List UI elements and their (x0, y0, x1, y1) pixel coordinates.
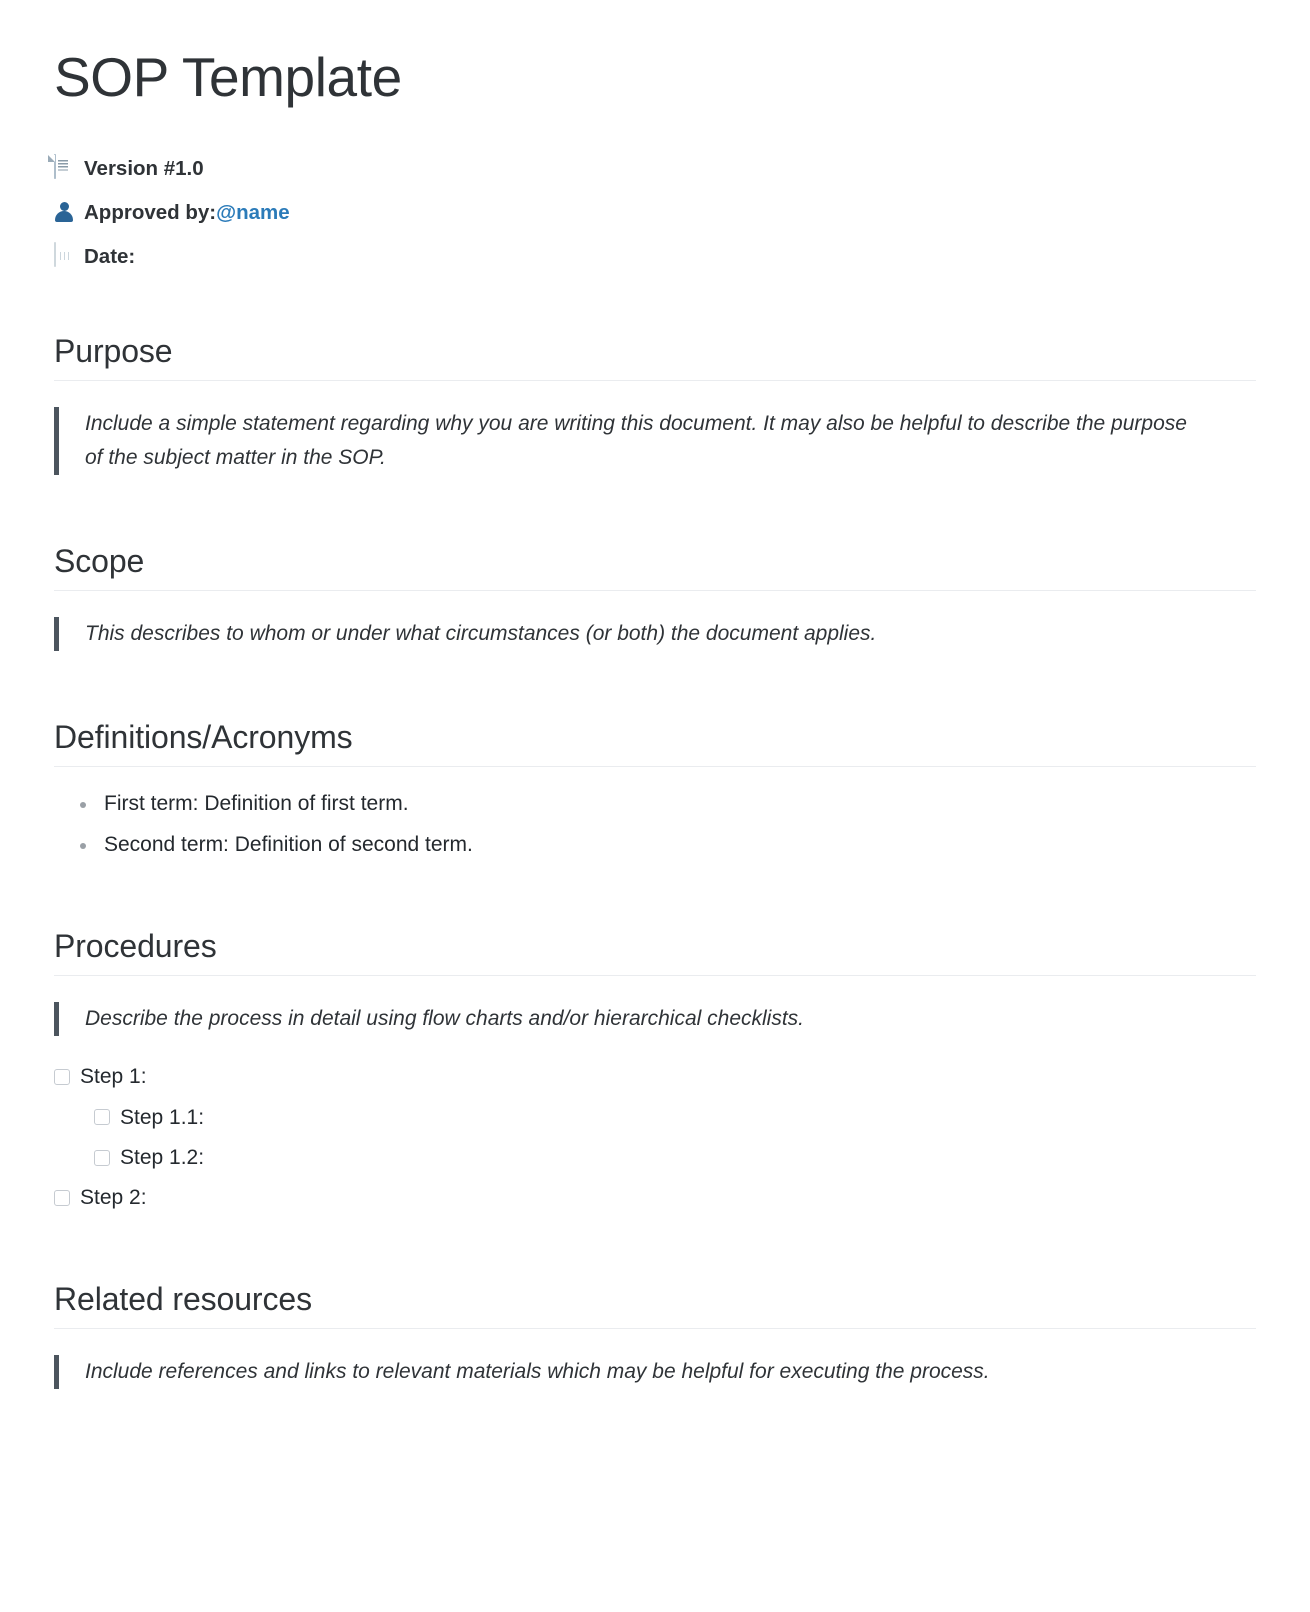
purpose-blockquote (54, 407, 1256, 475)
heading-procedures: Procedures (54, 926, 1256, 976)
calendar-icon (54, 245, 76, 269)
task-list-item[interactable] (54, 1103, 1256, 1132)
approver-mention-link[interactable]: @name (216, 201, 290, 224)
related-resources-blockquote (54, 1355, 1256, 1389)
checkbox-icon[interactable] (94, 1150, 110, 1166)
document-metadata (54, 157, 1256, 269)
section-purpose (54, 331, 1256, 475)
checkbox-icon[interactable] (54, 1069, 70, 1085)
procedures-blockquote (54, 1002, 1256, 1036)
metadata-date-label: Date: (84, 245, 136, 268)
checkbox-icon[interactable] (94, 1109, 110, 1125)
task-label: Step 1.2: (120, 1145, 205, 1169)
purpose-quote-text: Include a simple statement regarding why you are writing this document. It may also be helpful to describe the purpose of the subject matter in the SOP. (85, 412, 1187, 470)
person-icon (54, 201, 76, 225)
metadata-version-line (54, 157, 1256, 181)
section-definitions (54, 717, 1256, 860)
procedures-task-list (54, 1062, 1256, 1213)
heading-definitions: Definitions/Acronyms (54, 717, 1256, 767)
heading-related-resources: Related resources (54, 1279, 1256, 1329)
related-resources-quote-text: Include references and links to relevant materials which may be helpful for executing the process. (85, 1359, 990, 1383)
list-item: First term: Definition of first term. (76, 789, 1256, 819)
section-procedures (54, 926, 1256, 1213)
scope-quote-text: This describes to whom or under what circumstances (or both) the document applies. (85, 622, 877, 646)
task-list-item[interactable] (54, 1143, 1256, 1172)
task-list-item[interactable] (54, 1183, 1256, 1212)
page-title: SOP Template (54, 46, 402, 108)
task-list-item[interactable] (54, 1062, 1256, 1091)
task-label: Step 2: (80, 1186, 147, 1210)
metadata-date-line (54, 245, 1256, 269)
procedures-quote-text: Describe the process in detail using flow charts and/or hierarchical checklists. (85, 1007, 804, 1031)
section-scope (54, 541, 1256, 651)
scope-blockquote (54, 617, 1256, 651)
list-item: Second term: Definition of second term. (76, 830, 1256, 860)
definitions-list (54, 789, 1256, 860)
metadata-version-label: Version #1.0 (84, 157, 204, 180)
heading-scope: Scope (54, 541, 1256, 591)
heading-purpose: Purpose (54, 331, 1256, 381)
section-related-resources (54, 1279, 1256, 1389)
task-label: Step 1: (80, 1065, 147, 1089)
metadata-approved-by-line (54, 201, 1256, 225)
checkbox-icon[interactable] (54, 1190, 70, 1206)
document-icon (54, 157, 76, 181)
task-label: Step 1.1: (120, 1105, 205, 1129)
metadata-approved-by-label: Approved by: (84, 201, 217, 224)
